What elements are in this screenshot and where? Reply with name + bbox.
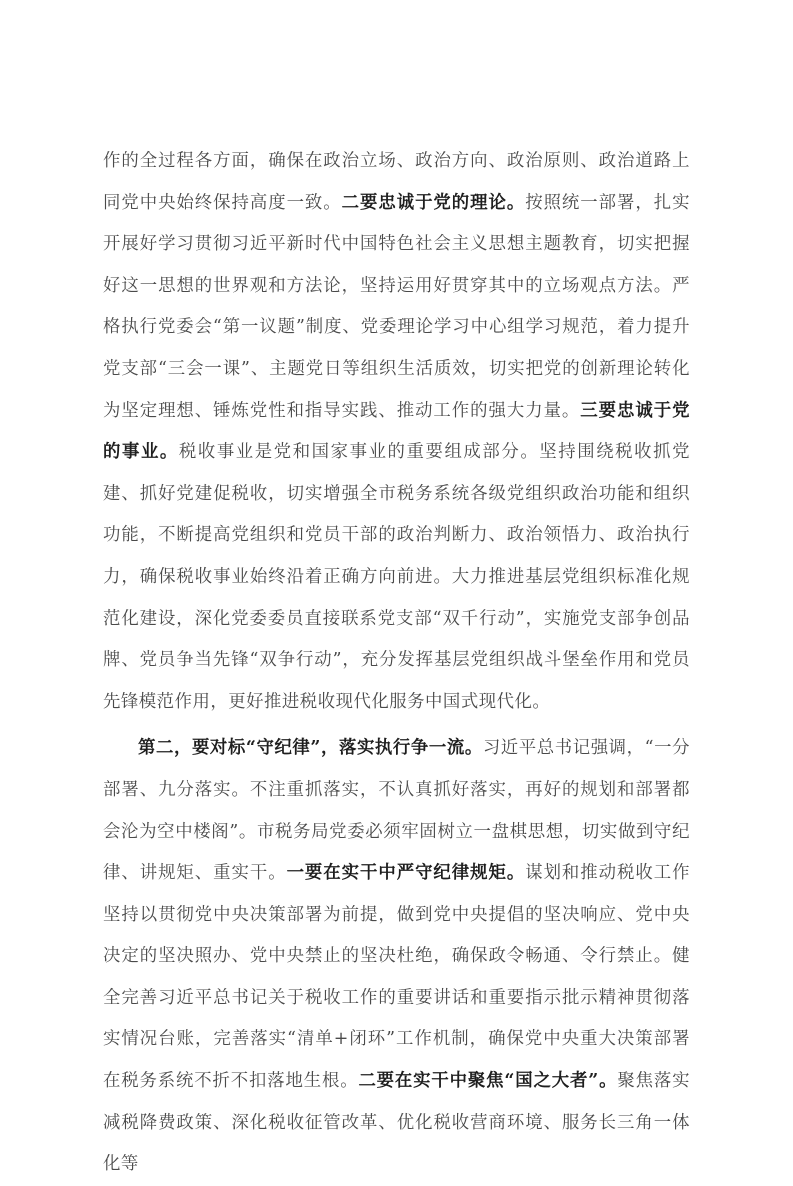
paragraph-text: 作的全过程各方面，确保在政治立场、政治方向、政治原则、政治道路上同党中央始终保持高度一致。: [103, 151, 690, 213]
paragraph-party-loyalty: [103, 141, 690, 723]
paragraph-text: 聚焦落实减税降费政策、深化税收征管改革、优化税收营商环境、服务长三角一体化等: [103, 1071, 690, 1175]
paragraph-discipline: [103, 728, 690, 1186]
document-page: [103, 141, 690, 1186]
bold-heading-party-cause: 三要忠诚于党的事业。: [103, 400, 690, 463]
section-heading-second: 第二，要对标“守纪律”，落实执行争一流。: [138, 738, 483, 759]
bold-heading-discipline-rules: 一要在实干中严守纪律规矩。: [286, 863, 526, 884]
paragraph-text: 按照统一部署，扎实开展好学习贯彻习近平新时代中国特色社会主义思想主题教育，切实把握好这一思想的世界观和方法论，坚持运用好贯穿其中的立场观点方法。严格执行党委会“第一议题”制度、党委理论学习中心组学习规范，着力提升党支部“三会一课”、主题党日等组织生活质效，切实把党的创新理论转化为坚定理想、锤炼党性和指导实践、推动工作的强大力量。: [103, 192, 690, 421]
paragraph-text: 习近平总书记强调，“一分部署、九分落实。不注重抓落实，不认真抓好落实，再好的规划和部署都会沦为空中楼阁”。市税务局党委必须牢固树立一盘棋思想，切实做到守纪律、讲规矩、重实干。: [103, 738, 690, 884]
bold-heading-party-theory: 二要忠诚于党的理论。: [341, 192, 526, 213]
paragraph-text: 税收事业是党和国家事业的重要组成部分。坚持围绕税收抓党建、抓好党建促税收，切实增强全市税务系统各级党组织政治功能和组织功能，不断提高党组织和党员干部的政治判断力、政治领悟力、政治执行力，确保税收事业始终沿着正确方向前进。大力推进基层党组织标准化规范化建设，深化党委委员直接联系党支部“双千行动”，实施党支部争创品牌、党员争当先锋“双争行动”，充分发挥基层党组织战斗堡垒作用和党员先锋模范作用，更好推进税收现代化服务中国式现代化。: [103, 442, 690, 712]
paragraph-text: 谋划和推动税收工作坚持以贯彻党中央决策部署为前提，做到党中央提倡的坚决响应、党中央决定的坚决照办、党中央禁止的坚决杜绝，确保政令畅通、令行禁止。健全完善习近平总书记关于税收工作的重要讲话和重要指示批示精神贯彻落实情况台账，完善落实“清单+闭环”工作机制，确保党中央重大决策部署在税务系统不折不扣落地生根。: [103, 863, 690, 1092]
bold-heading-national-priorities: 二要在实干中聚焦“国之大者”。: [358, 1071, 618, 1092]
